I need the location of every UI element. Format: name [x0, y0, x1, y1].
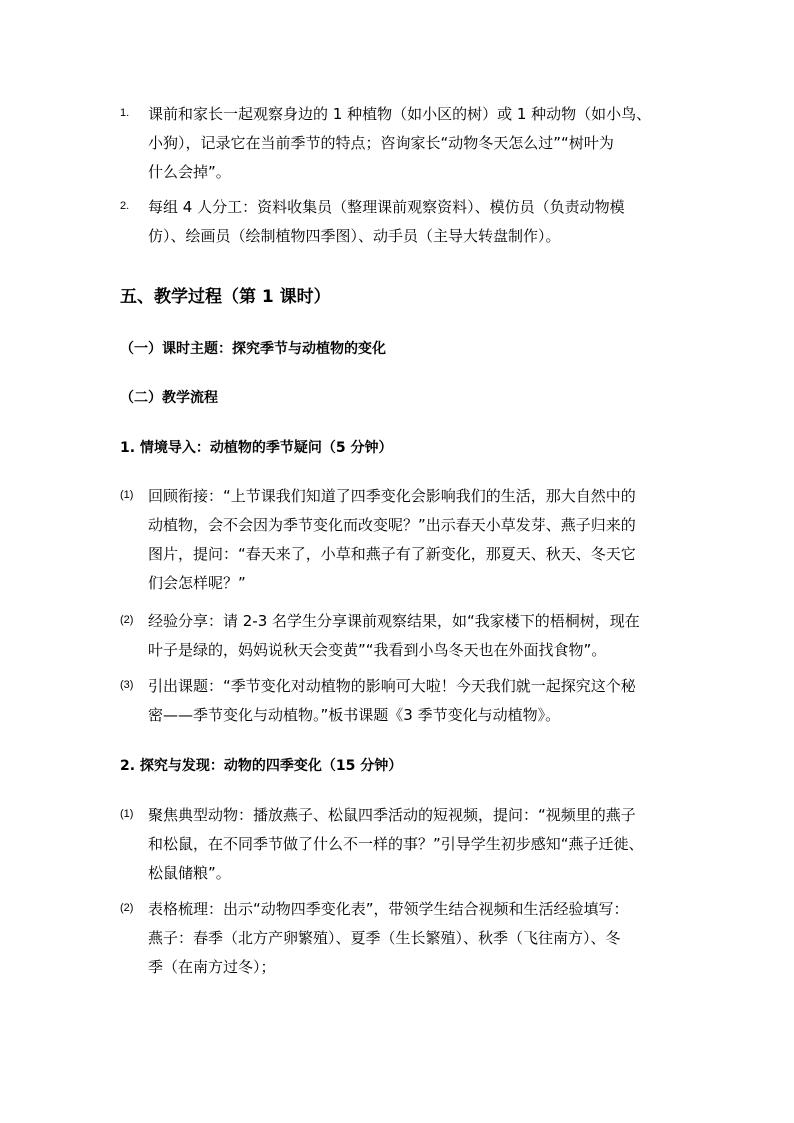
subsection-heading: （一）课时主题：探究季节与动植物的变化: [120, 341, 386, 357]
list-number: (1): [120, 489, 134, 501]
text-line: 聚焦典型动物：播放燕子、松鼠四季活动的短视频，提问：“视频里的燕子: [148, 806, 636, 824]
list-number: 1.: [120, 107, 130, 119]
list-number: 2.: [120, 200, 130, 212]
text-line: 叶子是绿的，妈妈说秋天会变黄”“我看到小鸟冬天也在外面找食物”。: [148, 641, 607, 659]
text-line: 松鼠储粮”。: [148, 864, 231, 882]
text-line: 表格梳理：出示“动物四季变化表”，带领学生结合视频和生活经验填写：: [148, 900, 629, 918]
subsection-heading: （二）教学流程: [120, 390, 218, 406]
text-line: 课前和家长一起观察身边的 1 种植物（如小区的树）或 1 种动物（如小鸟、: [148, 105, 652, 123]
text-line: 燕子：春季（北方产卵繁殖）、夏季（生长繁殖）、秋季（飞往南方）、冬: [148, 929, 621, 947]
section-heading: 五、教学过程（第 1 课时）: [120, 287, 331, 307]
text-line: 回顾衔接：“上节课我们知道了四季变化会影响我们的生活，那大自然中的: [148, 487, 636, 505]
text-line: 们会怎样呢？”: [148, 574, 246, 592]
text-line: 什么会掉”。: [148, 163, 231, 181]
list-number: (1): [120, 808, 134, 820]
step-heading: 2. 探究与发现：动物的四季变化（15 分钟）: [120, 758, 403, 774]
text-line: 密——季节变化与动植物。”板书课题《3 季节变化与动植物》。: [148, 706, 561, 724]
text-line: 经验分享：请 2-3 名学生分享课前观察结果，如“我家楼下的梧桐树，现在: [148, 612, 640, 630]
step-heading: 1. 情境导入：动植物的季节疑问（5 分钟）: [120, 440, 393, 456]
text-line: 季（在南方过冬）；: [148, 958, 276, 976]
text-line: 和松鼠，在不同季节做了什么不一样的事？”引导学生初步感知“燕子迁徙、: [148, 835, 644, 853]
list-number: (2): [120, 902, 134, 914]
list-number: (2): [120, 614, 134, 626]
text-line: 小狗），记录它在当前季节的特点；咨询家长“动物冬天怎么过”“树叶为: [148, 134, 614, 152]
text-line: 每组 4 人分工：资料收集员（整理课前观察资料）、模仿员（负责动物模: [148, 198, 625, 216]
text-line: 引出课题：“季节变化对动植物的影响可大啦！今天我们就一起探究这个秘: [148, 677, 636, 695]
text-line: 动植物，会不会因为季节变化而改变呢？”出示春天小草发芽、燕子归来的: [148, 516, 636, 534]
text-line: 图片，提问：“春天来了，小草和燕子有了新变化，那夏天、秋天、冬天它: [148, 545, 636, 563]
text-line: 仿）、绘画员（绘制植物四季图）、动手员（主导大转盘制作）。: [148, 227, 561, 245]
list-number: (3): [120, 679, 134, 691]
